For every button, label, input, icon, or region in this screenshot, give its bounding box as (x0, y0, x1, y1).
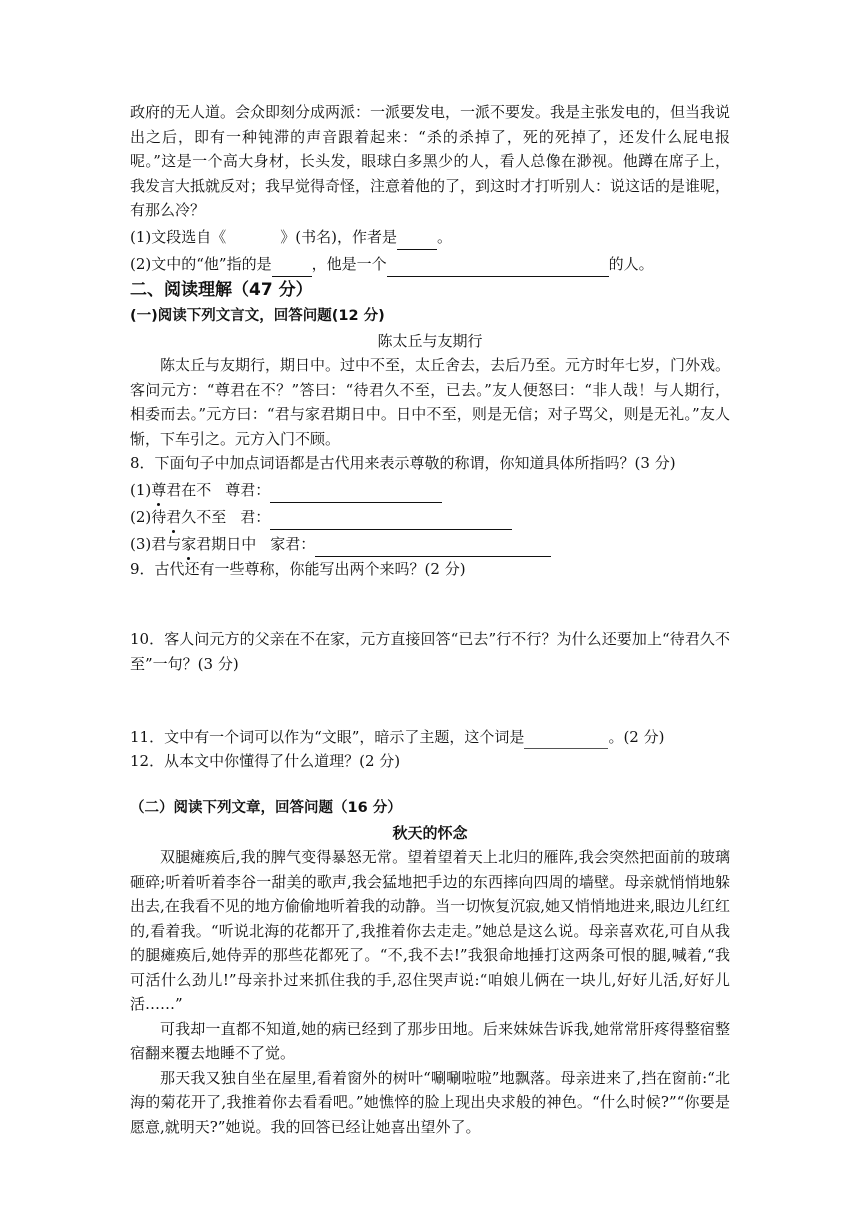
q2-text-c: 的人。 (608, 255, 654, 273)
q8-1-dotted-word: 尊 (151, 478, 166, 503)
q2-text-a: (2)文中的“他”指的是 (130, 255, 272, 273)
q1-text-a: (1)文段选自《 (130, 228, 227, 246)
q8-1-answer-blank[interactable] (270, 485, 442, 503)
part-2-paragraph-3: 那天我又独自坐在屋里,看着窗外的树叶“唰唰啦啦”地飘落。母亲进来了,挡在窗前:“北海的菊花开了,我推着你去看看吧。”她憔悴的脸上现出央求般的神色。“什么时候?”“你要是愿意,就明天?”她说。我的回答已经让她喜出望外了。 (130, 1068, 730, 1136)
question-11 (130, 722, 730, 749)
part-1-title: 陈太丘与友期行 (377, 331, 483, 350)
q8-3-dotted-word: 家 (181, 532, 196, 557)
q1-blank-author[interactable] (397, 232, 437, 250)
q8-2-dotted-word: 君 (166, 505, 181, 530)
q1-text-b: 》(书名)，作者是 (280, 228, 397, 246)
part-2-paragraph-1: 双腿瘫痪后,我的脾气变得暴怒无常。望着望着天上北归的雁阵,我会突然把面前的玻璃砸碎;听着听着李谷一甜美的歌声,我会猛地把手边的东西摔向四周的墙壁。母亲就悄悄地躲出去,在我看不见的地方偷偷地听着我的动静。当一切恢复沉寂,她又悄悄地进来,眼边儿红红的,看着我。“听说北海的花都开了,我推着你去走走。”她总是这么说。母亲喜欢花,可自从我的腿瘫痪后,她侍弄的那些花都死了。“不,我不去!”我狠命地捶打这两条可恨的腿,喊着,“我可活什么劲儿!”母亲扑过来抓住我的手,忍住哭声说:“咱娘儿俩在一块儿,好好儿活,好好儿活……” (130, 848, 730, 1013)
q8-2-answer-blank[interactable] (270, 512, 512, 530)
q8-1-term: 尊君： (225, 481, 271, 499)
question-12: 12．从本文中你懂得了什么道理？(2 分) (130, 752, 401, 770)
exam-page (130, 100, 730, 1139)
q8-2-term: 君： (240, 508, 271, 526)
q8-1-pre: (1) (130, 481, 152, 499)
part-2-title: 秋天的怀念 (392, 823, 468, 842)
part-2-heading: （二）阅读下列文章，回答问题（16 分） (130, 799, 402, 816)
question-9: 9．古代还有一些尊称，你能写出两个来吗？(2 分) (130, 559, 466, 578)
question-2 (130, 250, 730, 277)
question-8: 8．下面句子中加点词语都是古代用来表示尊敬的称谓，你知道具体所指吗？(3 分) (130, 454, 676, 472)
q8-1-post: 君在不 (166, 481, 212, 499)
q1-text-c: 。 (436, 228, 452, 246)
q8-2-pre: (2)待 (130, 508, 167, 526)
part-1-text: 陈太丘与友期行，期日中。过中不至，太丘舍去，去后乃至。元方时年七岁，门外戏。客问元方：“尊君在不？”答曰：“待君久不至，已去。”友人便怒曰：“非人哉！与人期行，相委而去。”元方曰：“君与家君期日中。日中不至，则是无信；对子骂父，则是无礼。”友人惭，下车引之。元方入门不顾。 (130, 356, 731, 448)
q9-answer-space[interactable] (130, 581, 730, 627)
section-2-title: 二、阅读理解（47 分） (130, 279, 313, 300)
question-10: 10．客人问元方的父亲在不在家，元方直接回答“已去”行不行？为什么还要加上“待君久不至”一句？(3 分) (130, 630, 730, 673)
passage-intro: 政府的无人道。会众即刻分成两派：一派要发电，一派不要发。我是主张发电的，但当我说出之后，即有一种钝滞的声音跟着起来：“杀的杀掉了，死的死掉了，还发什么屁电报呢。”这是一个高大身材，长头发，眼球白多黑少的人，看人总像在渺视。他蹲在席子上，我发言大抵就反对；我早觉得奇怪，注意着他的了，到这时才打听别人：说这话的是谁呢，有那么冷？ (130, 103, 731, 219)
q2-text-b: ，他是一个 (311, 255, 387, 273)
q2-blank-desc[interactable] (387, 259, 609, 277)
q8-3-pre: (3)君与 (130, 535, 182, 553)
q11-text-a: 11．文中有一个词可以作为“文眼”，暗示了主题，这个词是 (130, 727, 525, 746)
q10-answer-space[interactable] (130, 676, 730, 722)
part-1-heading: (一)阅读下列文言文，回答问题(12 分) (130, 307, 385, 324)
q8-2-post: 久不至 (181, 508, 227, 526)
part-2-paragraph-2: 可我却一直都不知道,她的病已经到了那步田地。后来妹妹告诉我,她常常肝疼得整宿整宿翻来覆去地睡不了觉。 (130, 1019, 730, 1062)
q8-3-post: 君期日中 (196, 535, 257, 553)
q8-3-answer-blank[interactable] (315, 539, 551, 557)
question-1 (130, 223, 730, 250)
q8-item-2 (130, 503, 730, 530)
q12-answer-space[interactable] (130, 774, 730, 796)
q11-answer-blank[interactable] (524, 731, 608, 749)
q11-text-b: 。(2 分) (608, 727, 665, 746)
q8-item-1 (130, 476, 730, 503)
q8-item-3 (130, 530, 730, 557)
q2-blank-who[interactable] (272, 259, 312, 277)
q8-3-term: 家君： (270, 535, 316, 553)
